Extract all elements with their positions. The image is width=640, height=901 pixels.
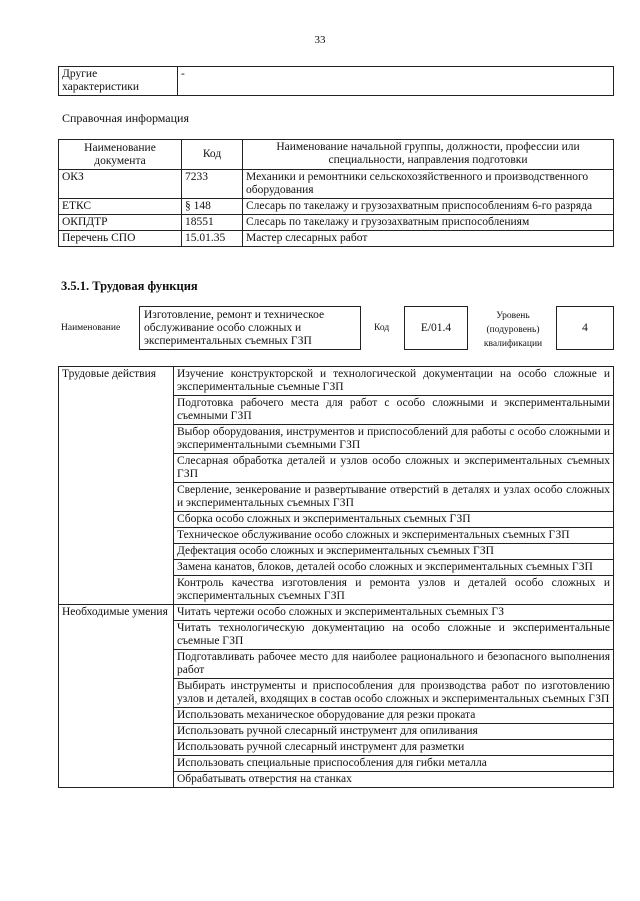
function-level-label: Уровень (подуровень) квалификации bbox=[483, 311, 543, 349]
skill-item: Использовать механическое оборудование для резки проката bbox=[174, 708, 614, 724]
function-title: 3.5.1. Трудовая функция bbox=[61, 279, 198, 293]
skill-item: Использовать специальные приспособления для гибки металла bbox=[174, 756, 614, 772]
action-item: Слесарная обработка деталей и узлов особо сложных и экспериментальных съемных ГЗП bbox=[174, 454, 614, 483]
action-item: Выбор оборудования, инструментов и приспособлений для работы с особо сложными и экспериментальными съемными ГЗП bbox=[174, 425, 614, 454]
ref-cell: § 148 bbox=[182, 199, 243, 215]
ref-header-code: Код bbox=[182, 140, 243, 170]
skills-label: Необходимые умения bbox=[59, 605, 174, 788]
ref-header-name: Наименование начальной группы, должности, профессии или специальности, направления подготовки bbox=[243, 140, 614, 170]
skill-item: Читать технологическую документацию на особо сложные и экспериментальные съемные ГЗП bbox=[174, 621, 614, 650]
function-name-value: Изготовление, ремонт и техническое обслуживание особо сложных и экспериментальных съемных ГЗП bbox=[139, 306, 361, 350]
action-item: Подготовка рабочего места для работ с особо сложными и экспериментальными съемными ГЗП bbox=[174, 396, 614, 425]
ref-cell: Перечень СПО bbox=[59, 231, 182, 247]
ref-cell: ОКЗ bbox=[59, 170, 182, 199]
ref-cell: 7233 bbox=[182, 170, 243, 199]
other-characteristics-table bbox=[58, 66, 614, 96]
action-item: Техническое обслуживание особо сложных и экспериментальных съемных ГЗП bbox=[174, 528, 614, 544]
action-item: Сборка особо сложных и экспериментальных съемных ГЗП bbox=[174, 512, 614, 528]
skill-item: Читать чертежи особо сложных и экспериментальных съемных ГЗ bbox=[174, 605, 614, 621]
skill-item: Использовать ручной слесарный инструмент для разметки bbox=[174, 740, 614, 756]
ref-cell: Мастер слесарных работ bbox=[243, 231, 614, 247]
action-item: Изучение конструкторской и технологической документации на особо сложные и экспериментальные съемные ГЗП bbox=[174, 367, 614, 396]
actions-label: Трудовые действия bbox=[59, 367, 174, 605]
ref-cell: Слесарь по такелажу и грузозахватным приспособлениям 6-го разряда bbox=[243, 199, 614, 215]
skill-item: Выбирать инструменты и приспособления для производства работ по изготовлению узлов и деталей, входящих в состав особо сложных и экспериментальных съемных ГЗП bbox=[174, 679, 614, 708]
ref-header-doc: Наименование документа bbox=[59, 140, 182, 170]
ref-cell: 15.01.35 bbox=[182, 231, 243, 247]
ref-cell: Слесарь по такелажу и грузозахватным приспособлениям bbox=[243, 215, 614, 231]
function-code-label: Код bbox=[374, 323, 390, 333]
skill-item: Подготавливать рабочее место для наиболее рационального и безопасного выполнения работ bbox=[174, 650, 614, 679]
function-name-label: Наименование bbox=[61, 323, 121, 333]
skill-item: Обрабатывать отверстия на станках bbox=[174, 772, 614, 788]
reference-title: Справочная информация bbox=[62, 111, 189, 125]
action-item: Контроль качества изготовления и ремонта узлов и деталей особо сложных и экспериментальных съемных ГЗП bbox=[174, 576, 614, 605]
ref-cell: Механики и ремонтники сельскохозяйственного и производственного оборудования bbox=[243, 170, 614, 199]
action-item: Дефектация особо сложных и экспериментальных съемных ГЗП bbox=[174, 544, 614, 560]
ref-cell: ОКПДТР bbox=[59, 215, 182, 231]
action-item: Сверление, зенкерование и развертывание отверстий в деталях и узлах особо сложных и экспериментальных съемных ГЗП bbox=[174, 483, 614, 512]
function-details-table bbox=[58, 366, 614, 788]
skill-item: Использовать ручной слесарный инструмент для опиливания bbox=[174, 724, 614, 740]
ref-cell: 18551 bbox=[182, 215, 243, 231]
other-value: - bbox=[178, 67, 614, 96]
other-label: Другие характеристики bbox=[59, 67, 178, 96]
reference-table bbox=[58, 139, 614, 247]
function-code-value: E/01.4 bbox=[404, 306, 468, 350]
action-item: Замена канатов, блоков, деталей особо сложных и экспериментальных съемных ГЗП bbox=[174, 560, 614, 576]
function-level-value: 4 bbox=[556, 306, 614, 350]
page-number: 33 bbox=[314, 34, 326, 46]
ref-cell: ЕТКС bbox=[59, 199, 182, 215]
